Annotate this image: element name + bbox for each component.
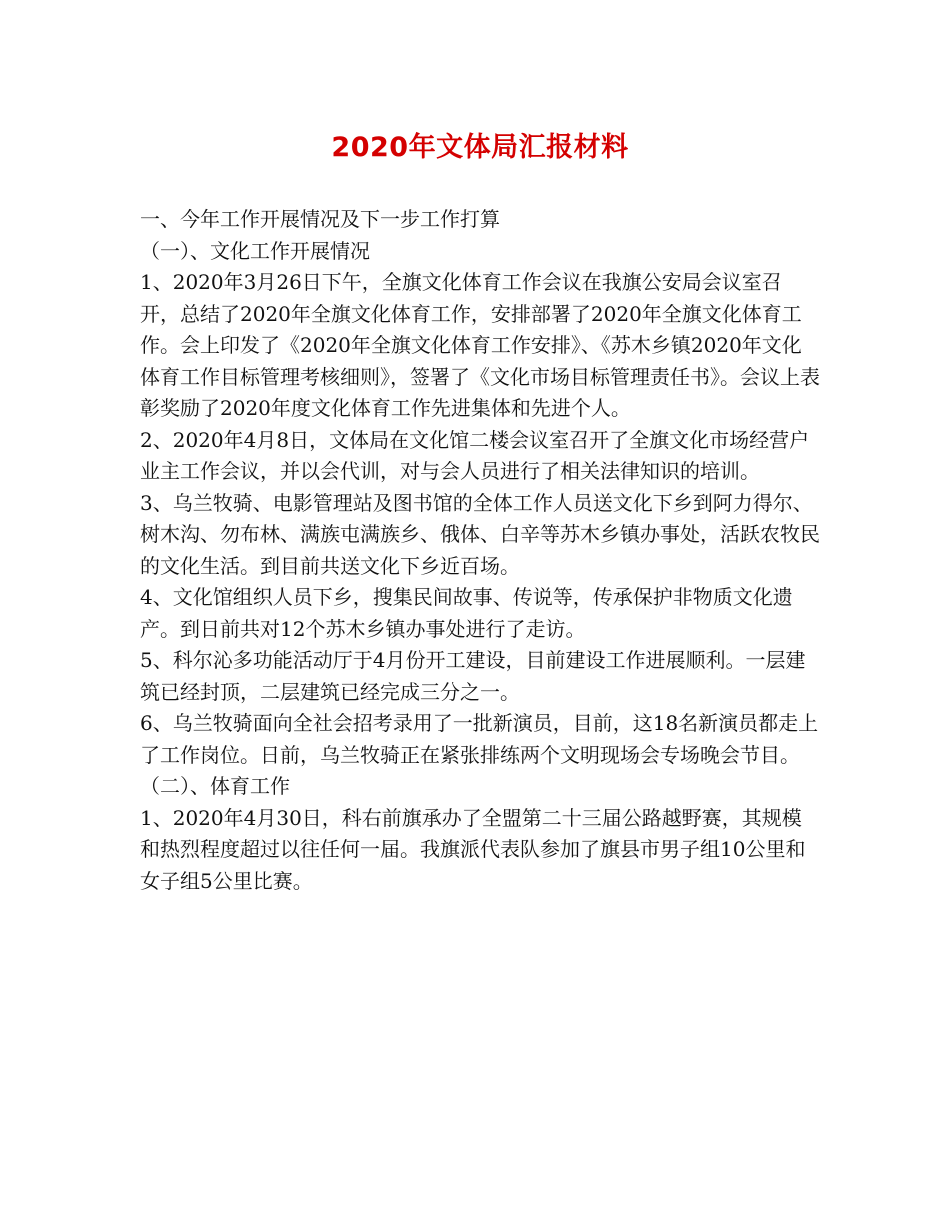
paragraph-item: 3、乌兰牧骑、电影管理站及图书馆的全体工作人员送文化下乡到阿力得尔、树木沟、勿布林、满族屯满族乡、俄体、白辛等苏木乡镇办事处，活跃农牧民的文化生活。到目前共送文化下乡近百场。 bbox=[140, 490, 820, 578]
paragraph-item: 5、科尔沁多功能活动厅于4月份开工建设，目前建设工作进展顺利。一层建筑已经封顶，二层建筑已经完成三分之一。 bbox=[140, 648, 806, 704]
paragraph-item: 1、2020年4月30日，科右前旗承办了全盟第二十三届公路越野赛，其规模和热烈程度超过以往任何一届。我旗派代表队参加了旗县市男子组10公里和女子组5公里比赛。 bbox=[140, 805, 806, 893]
subsection-heading-sports: （二）、体育工作 bbox=[140, 774, 290, 798]
paragraph-item: 2、2020年4月8日，文体局在文化馆二楼会议室召开了全旗文化市场经营户业主工作会议，并以会代训，对与会人员进行了相关法律知识的培训。 bbox=[140, 427, 810, 483]
subsection-heading-culture: （一）、文化工作开展情况 bbox=[140, 238, 370, 263]
paragraph-item: 1、2020年3月26日下午，全旗文化体育工作会议在我旗公安局会议室召开，总结了2020年全旗文化体育工作，安排部署了2020年全旗文化体育工作。会上印发了《2020年全旗文化体育工作安排》、《苏木乡镇2020年文化体育工作目标管理考核细则》，签署了《文化市场目标管理责任书》。会议上表彰奖励了2020年度文化体育工作先进集体和先进个人。 bbox=[140, 270, 820, 420]
section-heading-1: 一、今年工作开展情况及下一步工作打算 bbox=[140, 207, 500, 231]
paragraph-item: 4、文化馆组织人员下乡，搜集民间故事、传说等，传承保护非物质文化遗产。到日前共对12个苏木乡镇办事处进行了走访。 bbox=[140, 585, 793, 641]
document-body bbox=[140, 204, 820, 897]
paragraph-item: 6、乌兰牧骑面向全社会招考录用了一批新演员，目前，这18名新演员都走上了工作岗位。日前，乌兰牧骑正在紧张排练两个文明现场会专场晚会节目。 bbox=[140, 711, 819, 767]
document-title: 2020年文体局汇报材料 bbox=[331, 132, 629, 163]
